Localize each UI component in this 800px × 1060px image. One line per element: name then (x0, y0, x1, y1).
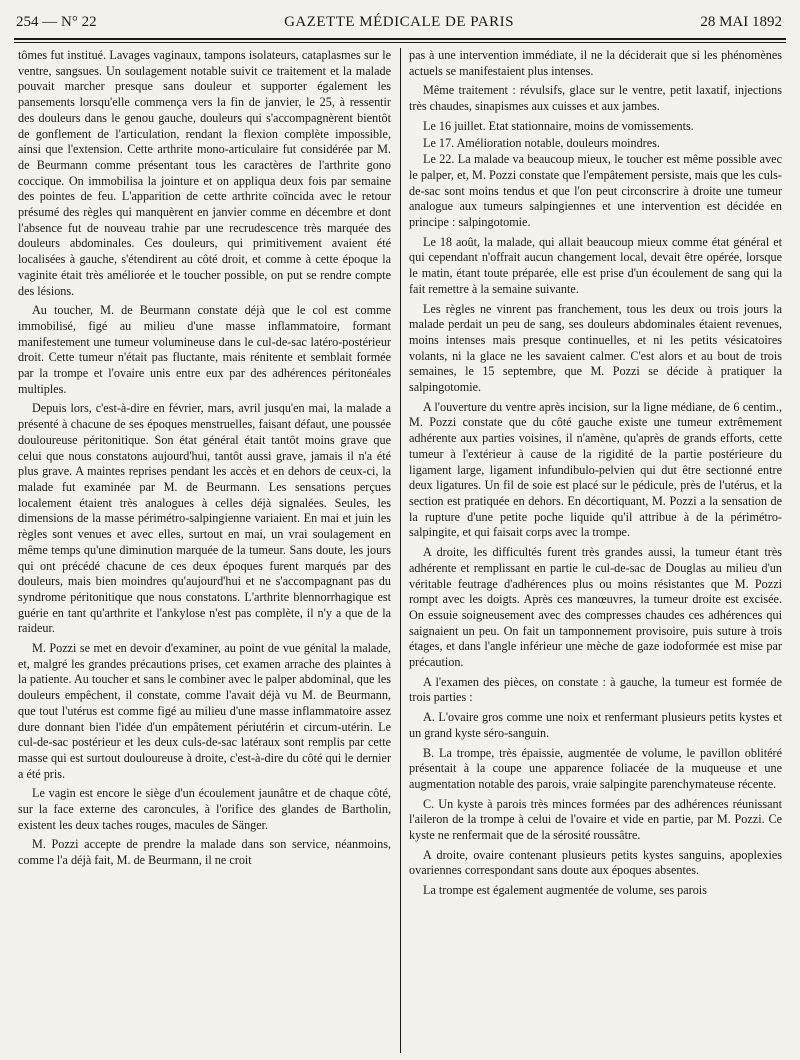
paragraph: M. Pozzi se met en devoir d'examiner, au point de vue génital la malade, et, malgré les grandes précautions prises, cet examen arrache des plaintes à la patiente. Au toucher et sans le combiner avec le palper abdominal, que les douleurs empêchent, il constate, comme l'avait déjà vu M. de Beurmann, que tout l'utérus est comme figé au milieu d'une masse inflammatoire assez dure donnant bien l'idée d'un empâtement périutérin et circum-utérin. Le cul-de-sac postérieur et les deux culs-de-sac latéraux sont remplis par cette masse qui est surtout douloureuse à droite, c'est-à-dire du côté qui le dernier a été pris. (18, 641, 391, 781)
paragraph: Les règles ne vinrent pas franchement, tous les deux ou trois jours la malade perdait un peu de sang, ses douleurs abdominales étaient revenues, moins intenses mais presque continuelles, et ni les petits vésicatoires volants, ni la glace ne les savaient calmer. C'est alors et au bout de trois semaines, le 15 septembre, que M. Pozzi se décide à pratiquer la salpingotomie. (409, 301, 782, 395)
issue-date: 28 MAI 1892 (700, 13, 782, 30)
paragraph: Même traitement : révulsifs, glace sur le ventre, petit laxatif, injections très chaudes, sinapismes aux cuisses et aux jambes. (409, 83, 782, 114)
paragraph: tômes fut institué. Lavages vaginaux, tampons isolateurs, cataplasmes sur le ventre, sangsues. Un soulagement notable suivit ce traitement et la malade pouvait marcher presque sans douleur et supporter également les pansements lorsqu'elle commença vers la fin de janvier, le 25, à ressentir des douleurs dans le genou gauche, douleurs qui s'accompagnèrent bientôt de gonflement de l'articulation, rendant la flexion complète impossible, ainsi que l'extension. Cette arthrite mono-articulaire fut considérée par M. de Beurmann comme présentant tous les caractères de l'arthrite gono coccique. On immobilisa la jointure et on appliqua deux fois par semaine des pointes de feu. L'apparition de cette arthrite coïncida avec le retour présumé des règles qui manquèrent en janvier comme en décembre et dont l'absence fut de nouveau trahie par une recrudescence très marquée des douleurs abdominales. Ces douleurs, qui primitivement avaient été localisées à gauche, s'étendirent au côté droit, et comme à cette époque la vaginite était très améliorée et le toucher possible, on put se rendre compte des lésions. (18, 48, 391, 298)
header-rule (14, 38, 786, 40)
paragraph: Au toucher, M. de Beurmann constate déjà que le col est comme immobilisé, figé au milieu d'une masse inflammatoire, formant manifestement une tumeur volumineuse dans le cul-de-sac latéro-postérieur droit. Cette tumeur n'était pas fluctante, mais rénitente et semblait formée par la trompe et l'ovaire unis entre eux par des adhérences péritonéales multiples. (18, 303, 391, 396)
paragraph: La trompe est également augmentée de volume, ses parois (423, 883, 707, 898)
header-rule-thin (14, 42, 786, 43)
journal-title: GAZETTE MÉDICALE DE PARIS (284, 13, 514, 30)
paragraph: Le 22. La malade va beaucoup mieux, le toucher est même possible avec le palper, et, M. Pozzi constate que l'empâtement persiste, mais que les culs-de-sac sont moins tendus et que l'on peut circonscrire à droite une tumeur analogue aux tumeurs salpingiennes et une intervention est décidée en principe : salpingotomie. (409, 152, 782, 230)
paragraph: A l'ouverture du ventre après incision, sur la ligne médiane, de 6 centim., M. Pozzi constate que du côté gauche existe une tumeur extrêmement adhérente aux parties voisines, il n'amène, qu'après de grands efforts, cette tumeur à l'extérieur à cause de la rigidité de la partie postérieure du ligament large, ligament infundibulo-pelvien qui dut être sectionné entre deux ligatures. Un fil de soie est placé sur le pédicule, près de l'utérus, et la section est pratiquée en dehors. En décortiquant, M. Pozzi a la sensation de la rupture d'une petite poche liquide qu'il attribue à de la périmétro-salpingite, et qui faisait corps avec la trompe. (409, 399, 782, 540)
paragraph: Le vagin est encore le siège d'un écoulement jaunâtre et de chaque côté, sur la face externe des caroncules, à l'orifice des glandes de Bartholin, existent les deux taches rouges, macules de Sänger. (18, 786, 391, 832)
column-divider (400, 48, 401, 1053)
right-column (409, 48, 782, 1053)
left-column (18, 48, 391, 1053)
page-number: 254 — N° 22 (16, 13, 97, 30)
paragraph: A droite, les difficultés furent très grandes aussi, la tumeur étant très adhérente et remplissant en partie le cul-de-sac de Douglas au milieu d'un véritable feutrage d'adhérences plus ou moins résistantes que M. Pozzi rompt avec les doigts. Après ces manœuvres, la tumeur droite est excisée. On essuie soigneusement avec des compresses chaudes ces adhérences qui saignaient un peu. On fait un tamponnement provisoire, puis suture à trois étages, et dans l'angle inférieur une mèche de gaze iodoformée est mise par précaution. (409, 545, 782, 670)
page-header (16, 8, 782, 36)
paragraph: pas à une intervention immédiate, il ne la déciderait que si les phénomènes actuels se manifestaient plus intenses. (409, 48, 782, 78)
paragraph: Le 16 juillet. Etat stationnaire, moins de vomissements. (423, 118, 694, 133)
paragraph: A l'examen des pièces, on constate : à gauche, la tumeur est formée de trois parties : (409, 674, 782, 705)
paragraph: Le 18 août, la malade, qui allait beaucoup mieux comme état général et qui cependant n'offrait aucun changement local, devait être opérée, lorsque le matin, étant toute préparée, elle est prise d'un écoulement de sang qui la fait remettre à la semaine suivante. (409, 234, 782, 296)
paragraph: Depuis lors, c'est-à-dire en février, mars, avril jusqu'en mai, la malade a présenté à chacune de ses époques menstruelles, faisant défaut, une poussée douloureuse péritonitique. Son état général était tantôt moins grave que celui que nous constatons aujourd'hui, tantôt aussi grave, jamais il n'a été plus grave. A maintes reprises pendant les accès et en dehors de ceux-ci, la malade fut examinée par M. de Beurmann. Les sensations perçues localement étaient très analogues à celles déjà signalées. Seules, les dimensions de la masse périmétro-salpingienne variaient. En mai et juin les règles sont venues et avec elles, surtout en mai, un vrai soulagement en même temps qu'une diminution marquée de la tumeur. Sans doute, les jours qui ont précédé chacune de ces deux époques furent marqués par des douleurs, mais bien moindres qu'aujourd'hui et ne s'accompagnant pas du syndrome péritonitique que nous constatons. L'arthrite blennorrhagique est guérie en tant qu'arthrite et l'ankylose n'est pas complète, il n'y a que de la raideur. (18, 401, 391, 636)
paragraph: B. La trompe, très épaissie, augmentée de volume, le pavillon oblitéré présentait à la coupe une apparence foliacée de la muqueuse et une augmentation notable des parois, vraie salpingite parenchymateuse récente. (409, 745, 782, 791)
paragraph: A droite, ovaire contenant plusieurs petits kystes sanguins, apoplexies ovariennes correspondant sans doute aux époques absentes. (409, 847, 782, 878)
paragraph: A. L'ovaire gros comme une noix et renfermant plusieurs petits kystes et un grand kyste séro-sanguin. (409, 710, 782, 740)
paragraph: C. Un kyste à parois très minces formées par des adhérences réunissant l'aileron de la trompe à celui de l'ovaire et vide en partie, par M. Pozzi. Ce kyste ne renfermait que de la sérosité roussâtre. (409, 796, 782, 843)
paragraph: Le 17. Amélioration notable, douleurs moindres. (423, 135, 660, 150)
paragraph: M. Pozzi accepte de prendre la malade dans son service, néanmoins, comme l'a déjà fait, M. de Beurmann, il ne croit (18, 837, 391, 868)
